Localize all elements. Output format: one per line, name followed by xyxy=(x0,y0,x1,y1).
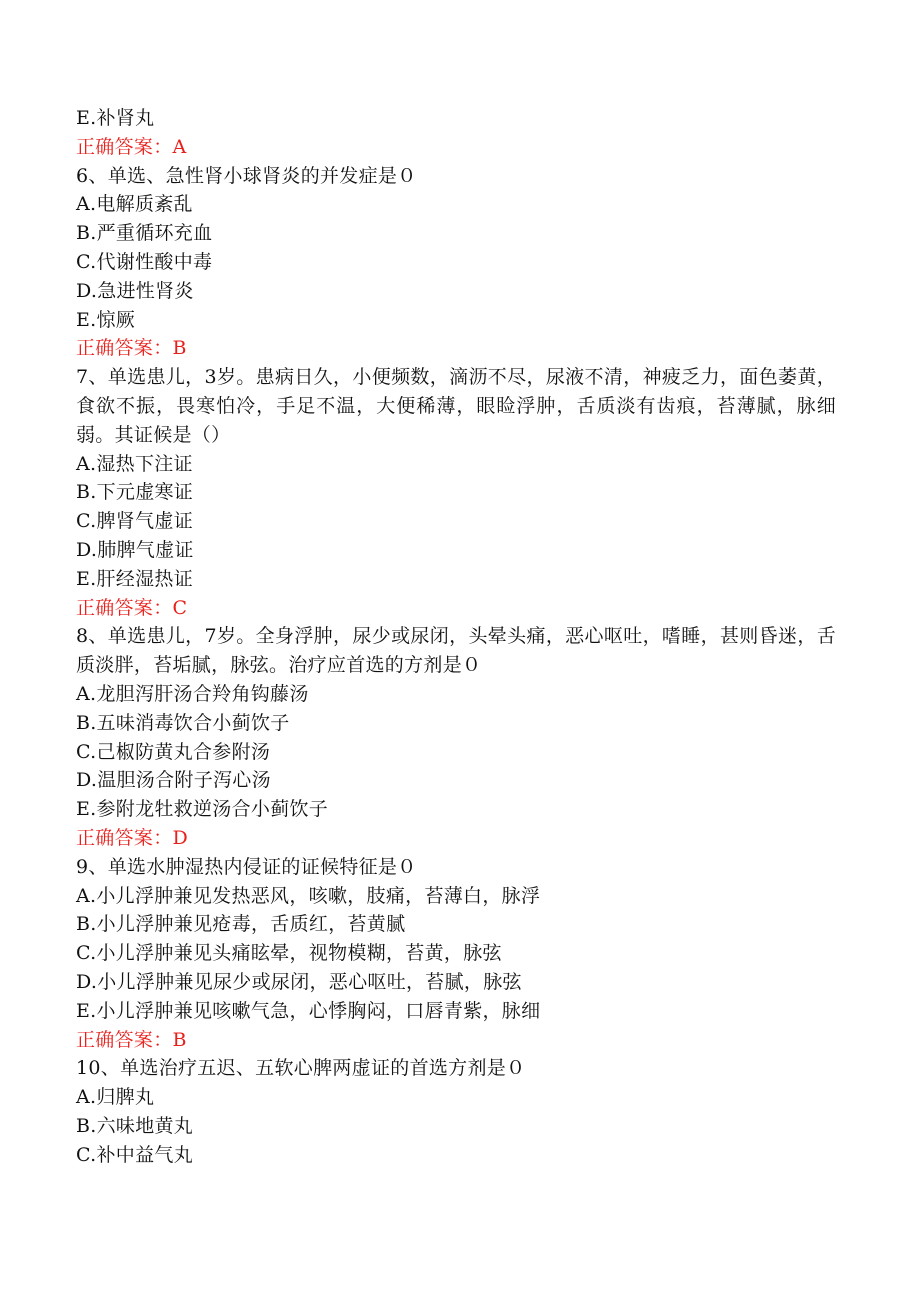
option-b: B.小儿浮肿兼见疮毒，舌质红，苔黄腻 xyxy=(76,913,406,936)
option-d: D.肺脾气虚证 xyxy=(76,538,194,561)
option-d: D.温胆汤合附子泻心汤 xyxy=(76,769,271,792)
question-stem: 9、单选水肿湿热内侵证的证候特征是０ xyxy=(76,855,417,878)
question-stem: 7、单选患儿，3岁。患病日久，小便频数，滴沥不尽，尿液不清，神疲乏力，面色萎黄，食欲不振，畏寒怕冷，手足不温，大便稀薄，眼睑浮肿，舌质淡有齿痕，苔薄腻，脉细弱。其证候是（） xyxy=(76,366,836,446)
option-e: E.小儿浮肿兼见咳嗽气急，心悸胸闷，口唇青紫，脉细 xyxy=(76,999,541,1022)
question-document xyxy=(76,104,836,1169)
answer-value: C xyxy=(172,596,188,619)
question-stem: 10、单选治疗五迟、五软心脾两虚证的首选方剂是０ xyxy=(76,1057,526,1080)
correct-answer xyxy=(76,334,836,363)
answer-label: 正确答案： xyxy=(76,826,173,849)
option-b: B.六味地黄丸 xyxy=(76,1114,194,1137)
answer-value: B xyxy=(172,337,187,360)
option-d: D.急进性肾炎 xyxy=(76,279,194,302)
option-a: A.湿热下注证 xyxy=(76,452,193,475)
question-stem: 8、单选患儿，7岁。全身浮肿，尿少或尿闭，头晕头痛，恶心呕吐，嗜睡，甚则昏迷，舌质淡胖，苔垢腻，脉弦。治疗应首选的方剂是０ xyxy=(76,625,836,677)
correct-answer xyxy=(76,133,836,162)
option-b: B.五味消毒饮合小蓟饮子 xyxy=(76,711,290,734)
answer-label: 正确答案： xyxy=(76,1028,173,1051)
correct-answer xyxy=(76,594,836,623)
answer-value: D xyxy=(172,826,189,849)
option-e: E.参附龙牡救逆汤合小蓟饮子 xyxy=(76,798,329,821)
option-d: D.小儿浮肿兼见尿少或尿闭，恶心呕吐，苔腻，脉弦 xyxy=(76,970,522,993)
option-c: C.己椒防黄丸合参附汤 xyxy=(76,740,271,763)
option-a: A.归脾丸 xyxy=(76,1086,155,1109)
option-c: C.脾肾气虚证 xyxy=(76,510,194,533)
option-c: C.小儿浮肿兼见头痛眩晕，视物模糊，苔黄，脉弦 xyxy=(76,942,502,965)
answer-label: 正确答案： xyxy=(76,337,173,360)
question-stem: 6、单选、急性肾小球肾炎的并发症是０ xyxy=(76,164,417,187)
option-e: E.补肾丸 xyxy=(76,107,155,129)
answer-value: A xyxy=(172,135,187,158)
option-e: E.惊厥 xyxy=(76,308,136,331)
correct-answer xyxy=(76,1026,836,1055)
option-b: B.严重循环充血 xyxy=(76,222,213,245)
option-c: C.补中益气丸 xyxy=(76,1143,194,1166)
option-a: A.电解质紊乱 xyxy=(76,193,193,216)
option-e: E.肝经湿热证 xyxy=(76,567,194,590)
answer-value: B xyxy=(172,1028,187,1051)
answer-label: 正确答案： xyxy=(76,135,173,158)
answer-label: 正确答案： xyxy=(76,596,173,619)
correct-answer xyxy=(76,824,836,853)
option-c: C.代谢性酸中毒 xyxy=(76,250,213,273)
option-a: A.小儿浮肿兼见发热恶风，咳嗽，肢痛，苔薄白，脉浮 xyxy=(76,884,541,907)
option-b: B.下元虚寒证 xyxy=(76,481,194,504)
option-a: A.龙胆泻肝汤合羚角钩藤汤 xyxy=(76,682,309,705)
